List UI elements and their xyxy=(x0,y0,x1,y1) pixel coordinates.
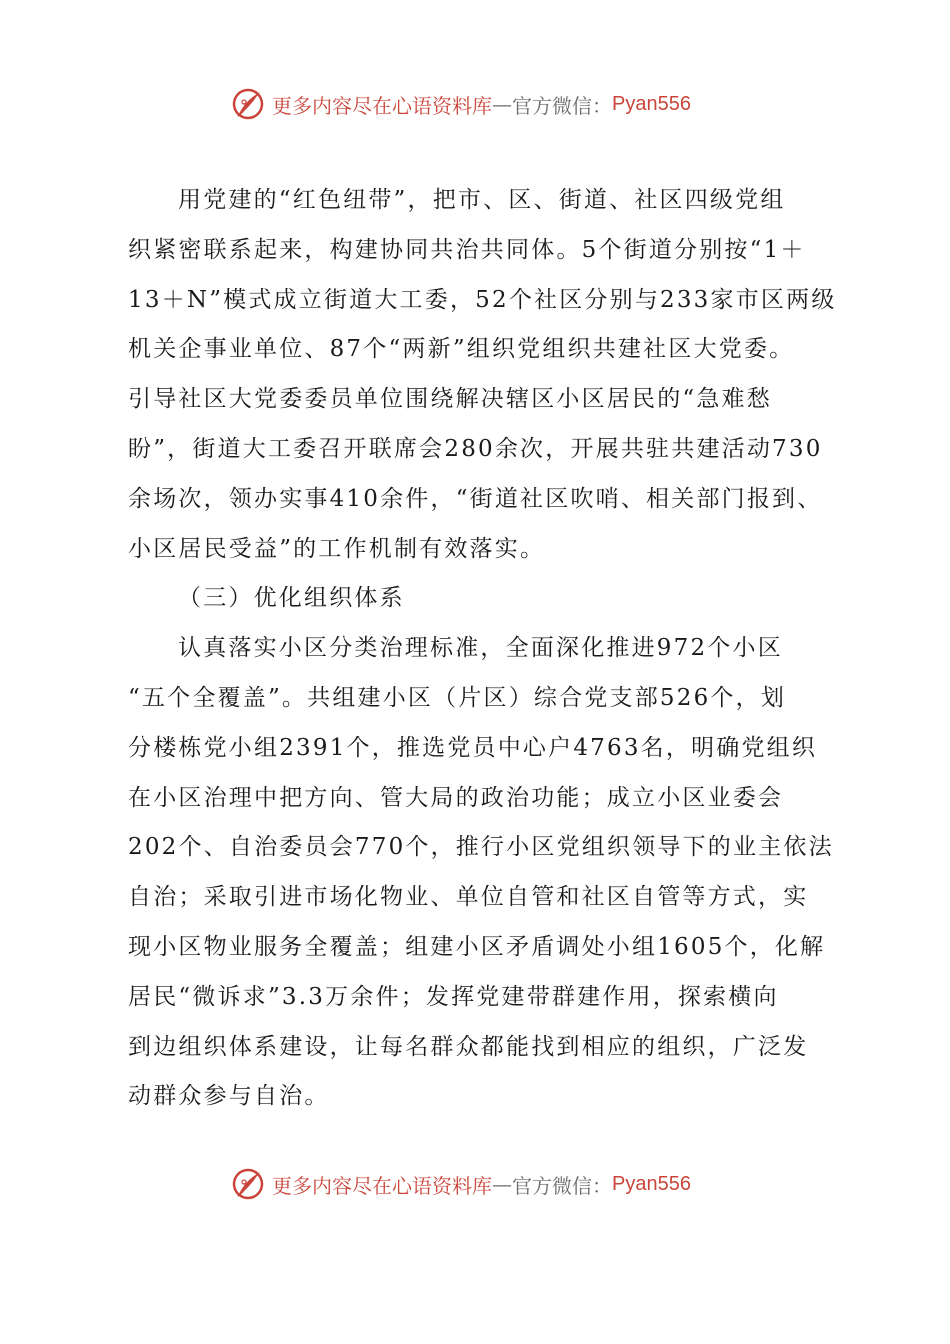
paragraph-2-line: 202个、自治委员会770个，推行小区党组织领导下的业主依法 xyxy=(128,834,834,861)
watermark-footer xyxy=(230,1164,790,1204)
quill-logo-icon xyxy=(230,1166,266,1202)
paragraph-2-line: 动群众参与自治。 xyxy=(128,1083,330,1110)
paragraph-2-line: 认真落实小区分类治理标准，全面深化推进972个小区 xyxy=(178,635,783,662)
paragraph-1-line: 用党建的“红色纽带”，把市、区、街道、社区四级党组 xyxy=(178,187,786,213)
watermark-account: Pyan556 xyxy=(612,92,691,115)
paragraph-2-line: 分楼栋党小组2391个，推选党员中心户4763名，明确党组织 xyxy=(128,734,818,761)
watermark-brand: 更多内容尽在心语资料库 xyxy=(272,1173,492,1198)
watermark-brand: 更多内容尽在心语资料库 xyxy=(272,93,492,118)
paragraph-1-line: 盼”，街道大工委召开联席会280余次，开展共驻共建活动730 xyxy=(128,435,823,462)
paragraph-2-line: “五个全覆盖”。共组建小区（片区）综合党支部526个，划 xyxy=(128,684,787,711)
paragraph-2-line: 在小区治理中把方向、管大局的政治功能；成立小区业委会 xyxy=(128,784,784,811)
paragraph-2-line: 居民“微诉求”3.3万余件；发挥党建带群建作用，探索横向 xyxy=(128,983,779,1010)
paragraph-1-line: 13＋N”模式成立街道大工委，52个社区分别与233家市区两级 xyxy=(128,286,837,313)
body-text xyxy=(128,176,838,1122)
watermark-separator: — xyxy=(492,92,512,116)
quill-logo-icon xyxy=(230,86,266,122)
watermark-separator: — xyxy=(492,1172,512,1196)
paragraph-1-line: 织紧密联系起来，构建协同共治共同体。5个街道分别按“1＋ xyxy=(128,236,806,263)
paragraph-1-line: 小区居民受益”的工作机制有效落实。 xyxy=(128,535,546,562)
section-heading: （三）优化组织体系 xyxy=(178,585,405,612)
watermark-account: Pyan556 xyxy=(612,1172,691,1195)
watermark-label: 官方微信： xyxy=(512,1173,612,1198)
watermark-label: 官方微信： xyxy=(512,93,612,118)
paragraph-1-line: 机关企事业单位、87个“两新”组织党组织共建社区大党委。 xyxy=(128,336,795,363)
paragraph-2-line: 到边组织体系建设，让每名群众都能找到相应的组织，广泛发 xyxy=(128,1033,809,1060)
paragraph-2-line: 自治；采取引进市场化物业、单位自管和社区自管等方式，实 xyxy=(128,884,809,911)
paragraph-1-line: 引导社区大党委委员单位围绕解决辖区小区居民的“急难愁 xyxy=(128,386,772,413)
paragraph-1-line: 余场次，领办实事410余件，“街道社区吹哨、相关部门报到、 xyxy=(128,485,823,512)
watermark-header xyxy=(230,84,790,124)
paragraph-2-line: 现小区物业服务全覆盖；组建小区矛盾调处小组1605个，化解 xyxy=(128,933,826,960)
